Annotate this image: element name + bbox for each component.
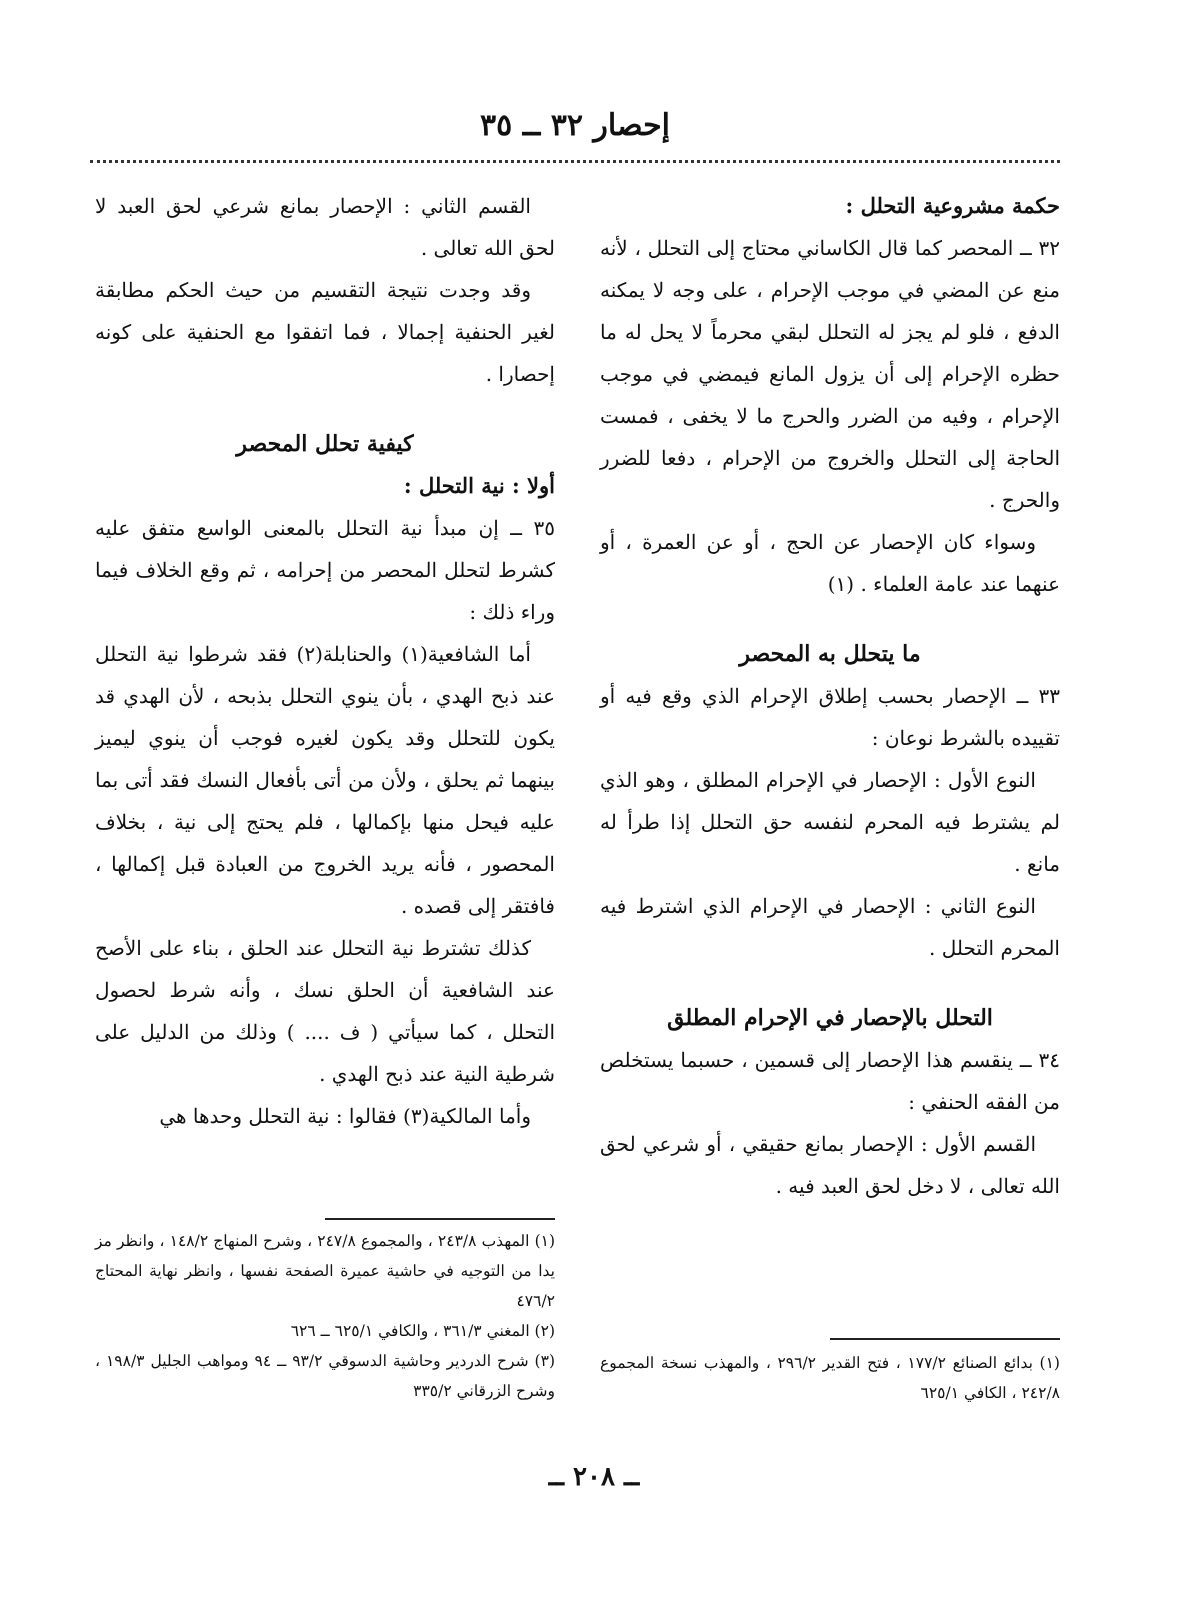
footnote-rule-right (830, 1338, 1060, 1340)
footnote: (٣) شرح الدردير وحاشية الدسوقي ٩٣/٢ ــ ٩٤ ومواهب الجليل ١٩٨/٣ ، وشرح الزرقاني ٣٣٥/٢ (95, 1352, 555, 1400)
right-column (600, 185, 1060, 1207)
page-number: ــ ٢٠٨ ــ (548, 1462, 640, 1492)
paragraph-section-two: القسم الثاني : الإحصار بمانع شرعي لحق العبد لا لحق الله تعالى . (95, 194, 555, 260)
heading-what-releases: ما يتحلل به المحصر (739, 641, 921, 667)
footnotes-right (600, 1348, 1060, 1408)
paragraph-type-two: النوع الثاني : الإحصار في الإحرام الذي اشترط فيه المحرم التحلل . (600, 894, 1060, 960)
paragraph-maliki: وأما المالكية(٣) فقالوا : نية التحلل وحدها هي (159, 1104, 531, 1128)
footnote: (١) بدائع الصنائع ١٧٧/٢ ، فتح القدير ٢٩٦/٢ ، والمهذب نسخة المجموع ٢٤٢/٨ ، الكافي ٦٢٥/١ (600, 1354, 1060, 1402)
paragraph-type-one: النوع الأول : الإحصار في الإحرام المطلق ، وهو الذي لم يشترط فيه المحرم لنفسه حق التحلل إذا طرأ له مانع . (600, 768, 1060, 876)
footnote-rule-left (325, 1218, 555, 1220)
heading-legitimacy: حكمة مشروعية التحلل : (845, 193, 1060, 218)
heading-how-release: كيفية تحلل المحصر (236, 431, 414, 457)
paragraph-35: ٣٥ ــ إن مبدأ نية التحلل بالمعنى الواسع متفق عليه كشرط لتحلل المحصر من إحرامه ، ثم وقع الخلاف فيما وراء ذلك : (95, 516, 555, 624)
paragraph-32-cont: وسواء كان الإحصار عن الحج ، أو عن العمرة ، أو عنهما عند عامة العلماء . (١) (600, 530, 1060, 596)
paragraph-32: ٣٢ ــ المحصر كما قال الكاساني محتاج إلى التحلل ، لأنه منع عن المضي في موجب الإحرام ، على وجه لا يمكنه الدفع ، فلو لم يجز له التحلل لبقي محرماً لا يحل له ما حظره الإحرام إلى أن يزول المانع فيمضي في موجب الإحرام ، وفيه من الضرر والحرج ما لا يخفى ، فمست الحاجة إلى التحلل والخروج من الإحرام ، دفعا للضرر والحرج . (600, 236, 1060, 512)
page-header: إحصار ٣٢ ــ ٣٥ (480, 108, 670, 143)
paragraph-shaving: كذلك تشترط نية التحلل عند الحلق ، بناء على الأصح عند الشافعية أن الحلق نسك ، وأنه شرط لحصول التحلل ، كما سيأتي ( ف .... ) وذلك من الدليل على شرطية النية عند ذبح الهدي . (95, 936, 555, 1086)
footnotes-left (95, 1226, 555, 1406)
paragraph-result: وقد وجدت نتيجة التقسيم من حيث الحكم مطابقة لغير الحنفية إجمالا ، فما اتفقوا مع الحنفية على كونه إحصارا . (95, 278, 555, 386)
heading-intention: أولا : نية التحلل : (403, 473, 555, 498)
heading-absolute-ihram: التحلل بالإحصار في الإحرام المطلق (667, 1005, 993, 1031)
header-dotted-rule (90, 160, 1060, 163)
paragraph-34: ٣٤ ــ ينقسم هذا الإحصار إلى قسمين ، حسبما يستخلص من الفقه الحنفي : (600, 1048, 1060, 1114)
paragraph-section-one: القسم الأول : الإحصار بمانع حقيقي ، أو شرعي لحق الله تعالى ، لا دخل لحق العبد فيه . (600, 1132, 1060, 1198)
footnote: (١) المهذب ٢٤٣/٨ ، والمجموع ٢٤٧/٨ ، وشرح المنهاج ١٤٨/٢ ، وانظر مز يدا من التوجيه في حاشية عميرة الصفحة نفسها ، وانظر نهاية المحتاج ٤٧٦/٢ (95, 1232, 556, 1310)
paragraph-shafii: أما الشافعية(١) والحنابلة(٢) فقد شرطوا نية التحلل عند ذبح الهدي ، بأن ينوي التحلل بذبحه ، لأن الهدي قد يكون للتحلل وقد يكون لغيره فوجب أن ينوي ليميز بينهما ثم يحلق ، ولأن من أتى بأفعال النسك فقد أتى بما عليه فيحل منها بإكمالها ، فلم يحتج إلى نية ، بخلاف المحصور ، فأنه يريد الخروج من العبادة قبل إكمالها ، فافتقر إلى قصده . (95, 642, 555, 918)
footnote: (٢) المغني ٣٦١/٣ ، والكافي ٦٢٥/١ ــ ٦٢٦ (290, 1322, 555, 1340)
paragraph-33: ٣٣ ــ الإحصار بحسب إطلاق الإحرام الذي وقع فيه أو تقييده بالشرط نوعان : (600, 684, 1060, 750)
left-column (95, 185, 555, 1137)
